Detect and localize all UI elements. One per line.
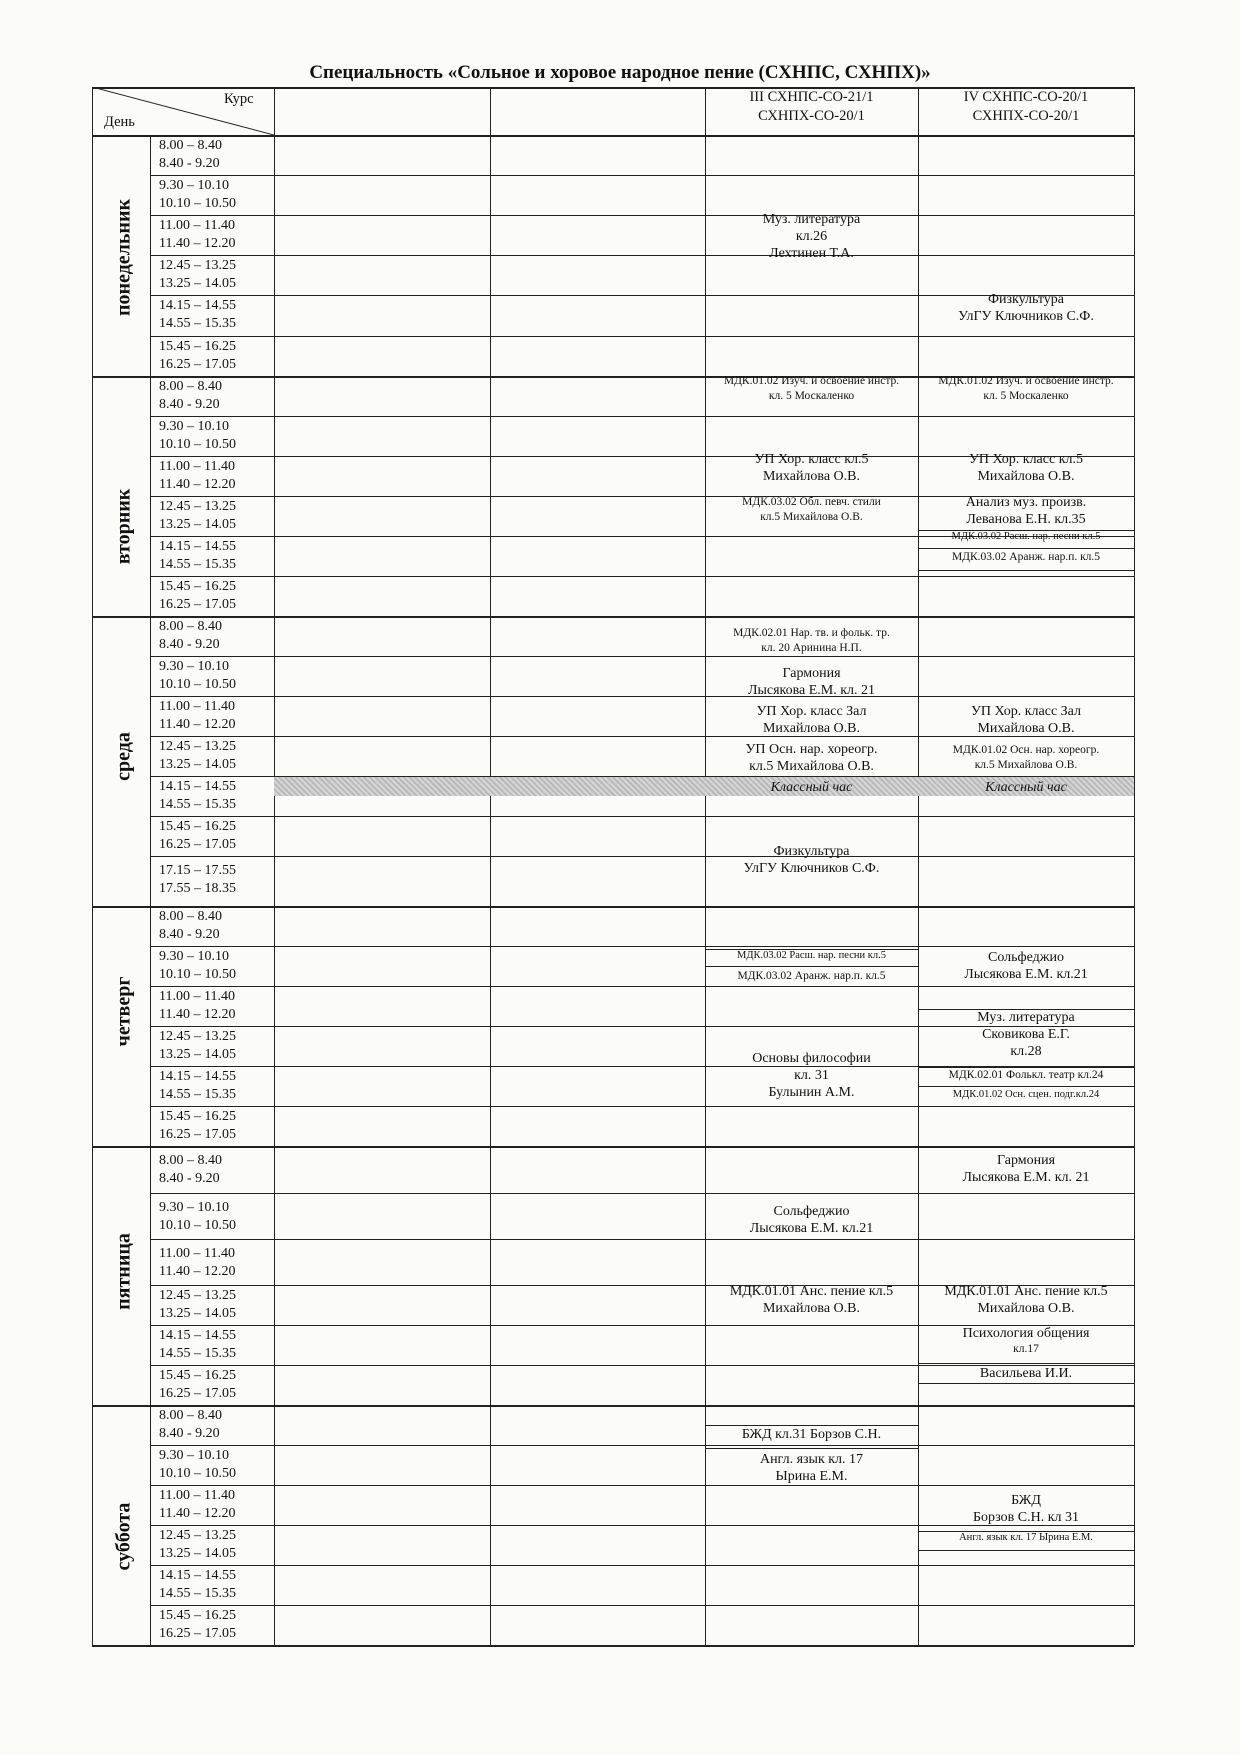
time-slot: 11.40 – 12.20 [159,1264,236,1279]
wed-c3-harmony [705,665,918,699]
table-rule [150,576,1134,577]
table-rule [92,135,1134,137]
table-rule [150,816,1134,817]
tue-c3-choir [705,451,918,485]
entry-subject: Сольфеджио [773,1204,850,1219]
table-rule [150,696,1134,697]
time-slot: 14.55 – 15.35 [159,557,236,572]
table-rule [92,87,93,1645]
table-rule [92,616,1134,618]
time-slot: 13.25 – 14.05 [159,1047,236,1062]
table-rule [150,215,1134,216]
entry-teacher: Михайлова О.В. [762,1301,861,1316]
entry-room: кл.17 [1013,1343,1039,1355]
fri-c4-ensemble [918,1283,1134,1317]
entry-subject: БЖД [1011,1493,1041,1508]
time-slot: 8.40 - 9.20 [159,156,220,171]
time-slot: 8.40 - 9.20 [159,397,220,412]
time-slot: 13.25 – 14.05 [159,757,236,772]
time-slot: 9.30 – 10.10 [159,178,229,193]
entry-subject: Физкультура [773,844,850,859]
header-day: День [104,114,135,130]
table-rule [150,135,151,1645]
time-slot: 16.25 – 17.05 [159,597,236,612]
time-slot: 10.10 – 10.50 [159,437,236,452]
table-rule [150,946,1134,947]
time-slot: 16.25 – 17.05 [159,1127,236,1142]
time-slot: 8.40 - 9.20 [159,927,220,942]
wed-c3-class-hour: Классный час [770,780,853,795]
tue-c4-mdk0302-arrangement: МДК.03.02 Аранж. нар.п. кл.5 [951,551,1101,563]
entry-teacher: УлГУ Ключников С.Ф. [743,861,880,876]
time-slot: 11.40 – 12.20 [159,1007,236,1022]
entry-teacher: кл. 5 Москаленко [983,390,1069,402]
tue-c3-mdk0302 [705,495,918,525]
entry-subject: Муз. литература [762,212,861,227]
entry-teacher: Лысякова Е.М. кл.21 [749,1221,874,1236]
time-slot: 12.45 – 13.25 [159,1528,236,1543]
table-rule [150,986,1134,987]
time-slot: 12.45 – 13.25 [159,258,236,273]
entry-teacher: Михайлова О.В. [762,469,861,484]
time-slot: 15.45 – 16.25 [159,339,236,354]
sat-c3-english [705,1451,918,1485]
time-slot: 17.55 – 18.35 [159,881,236,896]
time-slot: 14.15 – 14.55 [159,1328,236,1343]
table-rule [150,1106,1134,1107]
entry-teacher: кл. 20 Аринина Н.П. [761,642,862,654]
page-title: Специальность «Сольное и хоровое народное пение (СХНПС, СХНПХ)» [309,62,931,83]
table-rule [150,255,1134,256]
entry-teacher: Михайлова О.В. [762,721,861,736]
table-rule [92,1405,1134,1407]
time-slot: 11.40 – 12.20 [159,717,236,732]
time-slot: 14.55 – 15.35 [159,797,236,812]
wed-c3-choreography [705,741,918,775]
table-rule [490,87,491,1645]
time-slot: 10.10 – 10.50 [159,677,236,692]
time-slot: 15.45 – 16.25 [159,819,236,834]
time-slot: 11.00 – 11.40 [159,1246,235,1261]
fri-c4-psychology [918,1325,1134,1357]
entry-teacher: Сковикова Е.Г. [982,1027,1070,1042]
time-slot: 13.25 – 14.05 [159,276,236,291]
time-slot: 16.25 – 17.05 [159,357,236,372]
table-rule [150,1445,1134,1446]
tue-c4-mdk0102 [918,374,1134,404]
time-slot: 16.25 – 17.05 [159,1626,236,1641]
time-slot: 15.45 – 16.25 [159,1608,236,1623]
time-slot: 10.10 – 10.50 [159,1218,236,1233]
table-rule [918,1550,1134,1551]
time-slot: 14.15 – 14.55 [159,539,236,554]
entry-room: кл.26 [795,229,828,244]
tue-c4-choir [918,451,1134,485]
fri-c3-ensemble [705,1283,918,1317]
entry-subject: УП Хор. класс Зал [970,704,1082,719]
time-slot: 13.25 – 14.05 [159,1306,236,1321]
table-rule [92,906,1134,908]
entry-teacher: Леванова Е.Н. кл.35 [966,512,1086,527]
header-course-3 [705,88,918,126]
time-slot: 16.25 – 17.05 [159,837,236,852]
table-rule [150,1193,1134,1194]
entry-subject: МДК.03.02 Обл. певч. стили [742,496,881,508]
entry-subject: МДК.02.01 Нар. тв. и фольк. тр. [733,627,890,639]
time-slot: 8.00 – 8.40 [159,909,222,924]
entry-teacher: УлГУ Ключников С.Ф. [958,309,1094,324]
table-rule [274,87,275,1645]
time-slot: 8.00 – 8.40 [159,619,222,634]
tue-c4-analysis [918,494,1134,528]
time-slot: 8.00 – 8.40 [159,1408,222,1423]
entry-room: кл. 31 [794,1068,829,1083]
table-rule [150,1485,1134,1486]
entry-teacher: кл.5 Михайлова О.В. [760,511,863,523]
table-rule [150,175,1134,176]
time-slot: 16.25 – 17.05 [159,1386,236,1401]
entry-subject: Анализ муз. произв. [965,495,1087,510]
time-slot: 8.00 – 8.40 [159,1153,222,1168]
table-rule [150,1605,1134,1606]
time-slot: 13.25 – 14.05 [159,517,236,532]
time-slot: 15.45 – 16.25 [159,1109,236,1124]
thu-c4-stage: МДК.01.02 Осн. сцен. подг.кл.24 [952,1089,1100,1100]
table-rule [918,1383,1134,1384]
entry-subject: МДК.01.02 Изуч. и освоение инстр. [938,375,1114,387]
fri-c3-solfeggio [705,1203,918,1237]
tue-c3-mdk0102 [705,374,918,404]
header-diagonal [92,87,274,135]
time-slot: 11.00 – 11.40 [159,699,235,714]
entry-subject: МДК.01.01 Анс. пение кл.5 [729,1284,894,1299]
table-rule [918,548,1134,549]
time-slot: 11.40 – 12.20 [159,1506,236,1521]
time-slot: 8.40 - 9.20 [159,1171,220,1186]
entry-room: кл.28 [1010,1044,1042,1059]
table-rule [92,1146,1134,1148]
entry-teacher: Булынин А.М. [768,1085,855,1100]
entry-teacher: кл.5 Михайлова О.В. [974,759,1078,771]
entry-teacher: кл. 5 Москаленко [768,390,855,402]
time-slot: 11.00 – 11.40 [159,459,235,474]
day-tuesday: вторник [112,488,135,565]
table-rule [918,1086,1134,1087]
entry-subject: Гармония [996,1153,1056,1168]
time-slot: 11.40 – 12.20 [159,477,236,492]
entry-subject: Англ. язык кл. 17 [759,1452,864,1467]
header-course-4 [918,88,1134,126]
time-slot: 9.30 – 10.10 [159,949,229,964]
mon-c4-pe [918,291,1134,325]
time-slot: 14.15 – 14.55 [159,779,236,794]
time-slot: 12.45 – 13.25 [159,1029,236,1044]
time-slot: 9.30 – 10.10 [159,419,229,434]
table-rule [150,856,1134,857]
time-slot: 8.40 - 9.20 [159,637,220,652]
time-slot: 15.45 – 16.25 [159,1368,236,1383]
time-slot: 10.10 – 10.50 [159,1466,236,1481]
wed-c3-pe [705,843,918,877]
fri-c4-harmony [918,1152,1134,1186]
time-slot: 11.40 – 12.20 [159,236,236,251]
thu-c3-philosophy [705,1050,918,1101]
time-slot: 14.55 – 15.35 [159,1346,236,1361]
entry-subject: МДК.01.02 Изуч. и освоение инстр. [723,375,900,387]
entry-teacher: Лысякова Е.М. кл. 21 [747,683,876,698]
time-slot: 9.30 – 10.10 [159,1448,229,1463]
entry-subject: Психология общения [962,1326,1090,1341]
time-slot: 14.15 – 14.55 [159,1568,236,1583]
sat-c4-safety [918,1492,1134,1526]
entry-subject: Муз. литература [977,1010,1075,1025]
time-slot: 14.55 – 15.35 [159,1087,236,1102]
entry-subject: МДК.01.02 Осн. нар. хореогр. [952,744,1100,756]
sat-c4-english: Англ. язык кл. 17 Ырина Е.М. [959,1532,1093,1543]
table-rule [1134,87,1135,1645]
time-slot: 14.55 – 15.35 [159,1586,236,1601]
time-slot: 11.00 – 11.40 [159,989,235,1004]
table-rule [150,416,1134,417]
header-course-3-line2: СХНПХ-СО-20/1 [758,108,865,124]
time-slot: 11.00 – 11.40 [159,1488,235,1503]
day-wednesday: среда [112,732,135,781]
entry-subject: Сольфеджио [988,950,1064,965]
entry-subject: Физкультура [987,292,1065,307]
time-slot: 13.25 – 14.05 [159,1546,236,1561]
time-slot: 11.00 – 11.40 [159,218,235,233]
day-friday: пятница [112,1233,135,1310]
header-course-4-line1: IV СХНПС-СО-20/1 [963,89,1089,105]
table-rule [705,966,918,967]
time-slot: 12.45 – 13.25 [159,499,236,514]
time-slot: 17.15 – 17.55 [159,863,236,878]
table-rule [705,1448,918,1449]
thu-c3-mdk0302-arrangement: МДК.03.02 Аранж. нар.п. кл.5 [737,970,886,982]
time-slot: 12.45 – 13.25 [159,739,236,754]
time-slot: 9.30 – 10.10 [159,659,229,674]
wed-c3-mdk0201 [705,626,918,656]
entry-teacher: Михайлова О.В. [977,469,1075,484]
thu-c4-music-literature [918,1009,1134,1060]
entry-subject: УП Хор. класс кл.5 [969,452,1083,467]
entry-subject: Гармония [782,666,841,681]
entry-subject: Основы философии [752,1051,871,1066]
time-slot: 14.55 – 15.35 [159,316,236,331]
time-slot: 8.00 – 8.40 [159,379,222,394]
entry-teacher: Лысякова Е.М. кл. 21 [962,1170,1090,1185]
entry-teacher: Ырина Е.М. [775,1469,848,1484]
entry-teacher: Лехтинен Т.А. [769,246,854,261]
entry-teacher: Михайлова О.В. [977,1301,1075,1316]
entry-subject: УП Хор. класс кл.5 [754,452,869,467]
table-rule [150,336,1134,337]
sat-c3-safety: БЖД кл.31 Борзов С.Н. [741,1427,882,1442]
entry-subject: МДК.01.01 Анс. пение кл.5 [944,1284,1108,1299]
time-slot: 12.45 – 13.25 [159,1288,236,1303]
time-slot: 14.15 – 14.55 [159,1069,236,1084]
wed-c3-choir [705,703,918,737]
table-rule [150,656,1134,657]
table-rule [918,570,1134,571]
time-slot: 8.00 – 8.40 [159,138,222,153]
header-course-4-line2: СХНПХ-СО-20/1 [972,108,1080,124]
mon-c3-music-literature [705,211,918,262]
thu-c3-mdk0302-songs: МДК.03.02 Расш. нар. песни кл.5 [737,950,886,961]
entry-teacher: кл.5 Михайлова О.В. [749,759,874,774]
entry-teacher: Борзов С.Н. кл 31 [972,1510,1079,1525]
wed-c4-choir [918,703,1134,737]
table-rule [150,1565,1134,1566]
table-rule [92,1645,1134,1647]
fri-c4-teacher-vasilieva: Васильева И.И. [979,1366,1073,1381]
entry-subject: УП Осн. нар. хореогр. [745,742,878,757]
time-slot: 14.15 – 14.55 [159,298,236,313]
table-rule [918,1363,1134,1364]
day-saturday: суббота [112,1502,135,1571]
tue-c4-mdk0302-songs: МДК.03.02 Расш. нар. песни кл.5 [951,531,1101,542]
entry-subject: УП Хор. класс Зал [756,704,867,719]
time-slot: 15.45 – 16.25 [159,579,236,594]
header-course-3-line1: III СХНПС-СО-21/1 [749,89,874,105]
header-kurs: Курс [224,91,254,107]
day-thursday: четверг [112,976,135,1047]
wed-c4-choreography [918,743,1134,773]
time-slot: 8.40 - 9.20 [159,1426,220,1441]
time-slot: 10.10 – 10.50 [159,196,236,211]
thu-c4-folk-theatre: МДК.02.01 Фолькл. театр кл.24 [948,1069,1104,1081]
day-monday: понедельник [112,198,135,317]
wed-c4-class-hour: Классный час [985,780,1067,795]
time-slot: 10.10 – 10.50 [159,967,236,982]
table-rule [150,1239,1134,1240]
entry-teacher: Михайлова О.В. [977,721,1075,736]
thu-c4-solfeggio [918,949,1134,983]
entry-teacher: Лысякова Е.М. кл.21 [964,967,1088,982]
time-slot: 9.30 – 10.10 [159,1200,229,1215]
